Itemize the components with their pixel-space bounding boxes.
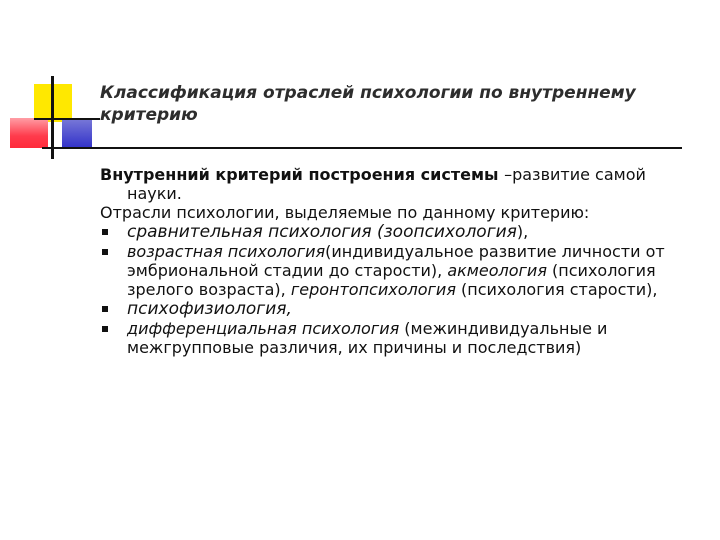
branch-rest-2: (психология зрелого возраста), [127, 261, 656, 299]
title-underline [42, 147, 682, 149]
intro-normal-text: –развитие самой науки. [127, 165, 646, 203]
list-item [100, 299, 700, 319]
branch-rest: (межиндивидуальные и межгрупповые различия, их причины и последствия) [127, 319, 608, 357]
branches-subtitle: Отрасли психологии, выделяемые по данному критерию: [100, 203, 590, 222]
decor-blue-square [62, 118, 92, 148]
square-bullet-icon [102, 306, 108, 312]
branch-term: сравнительная психология (зоопсихология [127, 222, 517, 242]
slide-title: Классификация отраслей психологии по внутреннему критерию [100, 83, 636, 125]
intro-paragraph [100, 165, 700, 203]
slide-body [100, 165, 700, 357]
list-item [100, 319, 700, 357]
branches-list [100, 222, 700, 357]
intro-bold-text: Внутренний критерий построения системы [100, 165, 505, 184]
branch-term: дифференциальная психология [127, 319, 400, 338]
branch-term-2: акмеология [447, 261, 547, 280]
decor-red-square [10, 118, 48, 148]
branch-term: психофизиология, [127, 299, 292, 319]
square-bullet-icon [102, 249, 108, 255]
branch-rest-3: (психология старости), [455, 280, 658, 299]
decor-short-horizontal-line [34, 118, 100, 120]
branch-rest: (индивидуальное развитие личности от эмбриональной стадии до старости), [127, 242, 665, 280]
branch-term-3: геронтопсихология [290, 280, 456, 299]
branch-term: возрастная психология [127, 242, 326, 261]
square-bullet-icon [102, 229, 108, 235]
list-item [100, 222, 700, 242]
list-item [100, 242, 700, 299]
branch-rest: ), [516, 222, 529, 241]
square-bullet-icon [102, 326, 108, 332]
